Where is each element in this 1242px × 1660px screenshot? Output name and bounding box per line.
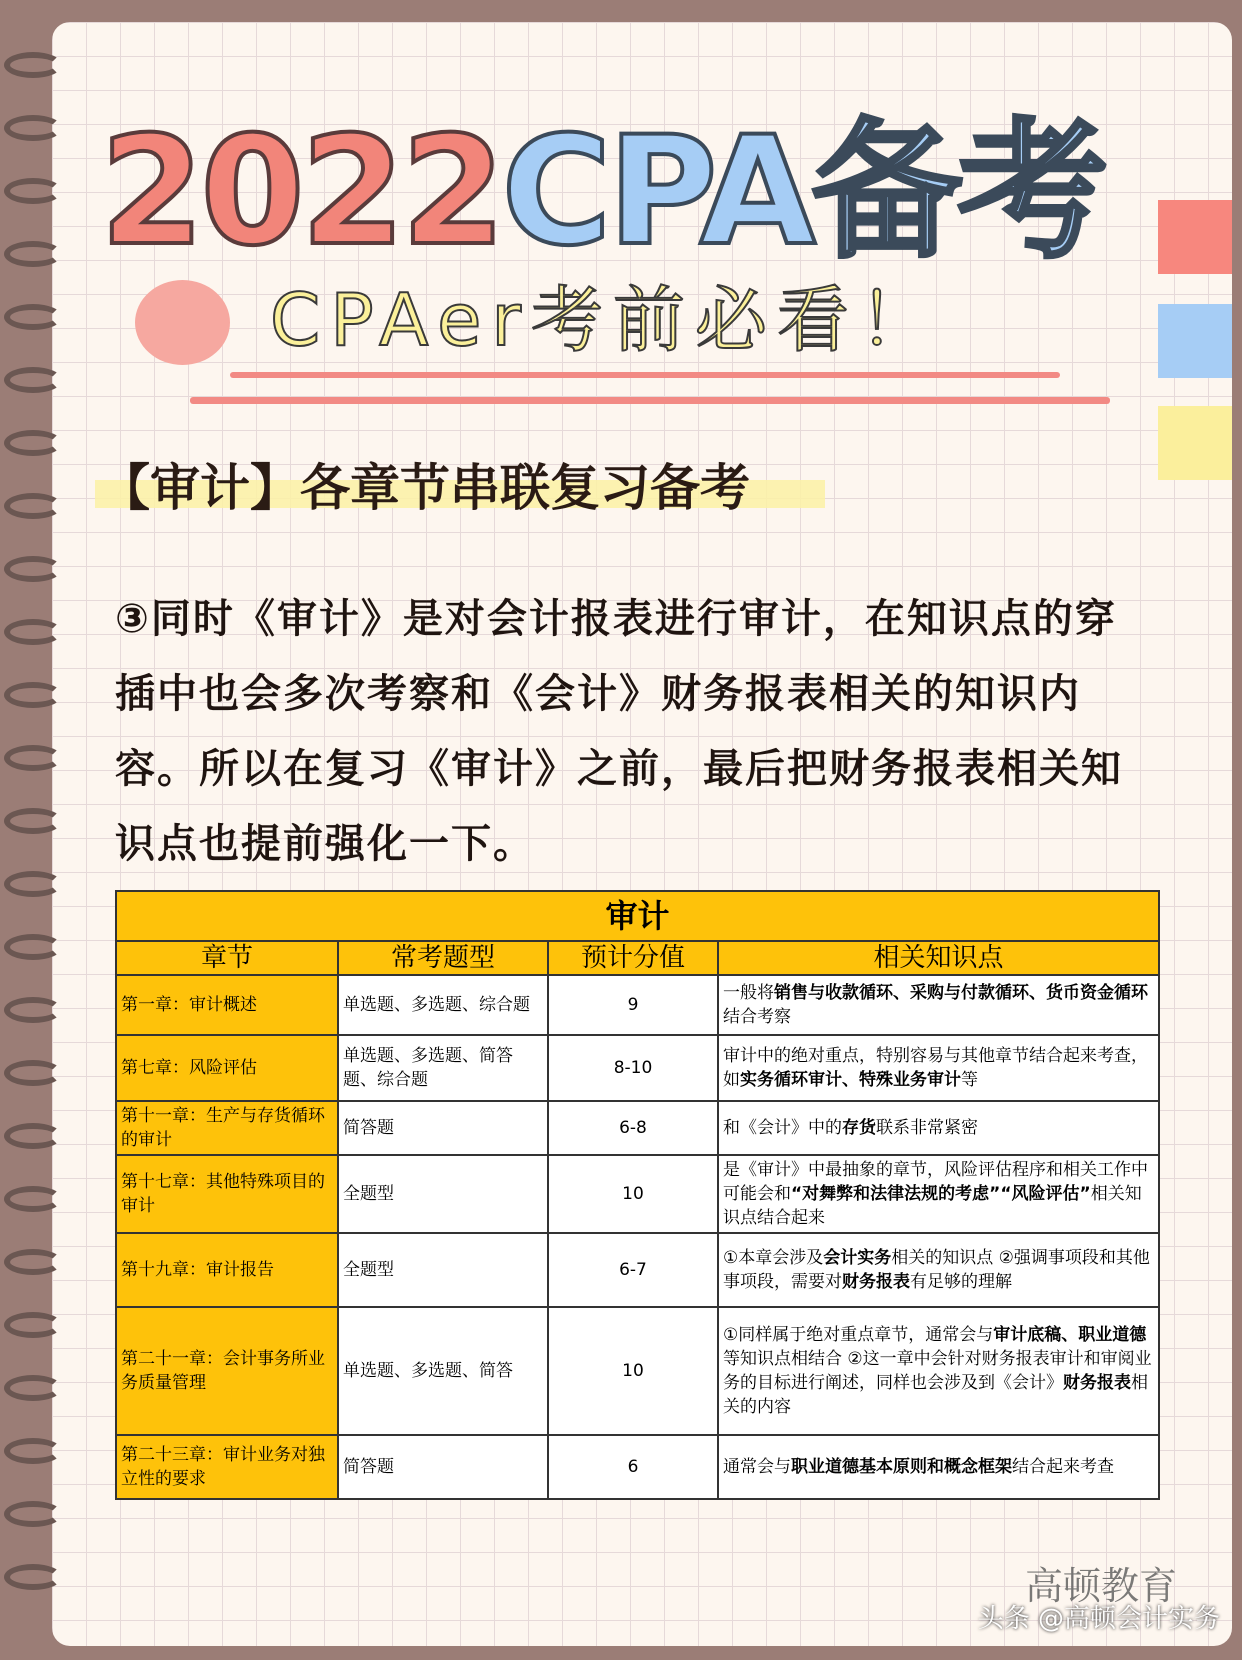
cell-types: 单选题、多选题、简答题、综合题 (338, 1035, 548, 1101)
spiral-ring (4, 997, 62, 1023)
spiral-ring (4, 1564, 62, 1590)
table-caption: 审计 (116, 891, 1159, 941)
spiral-ring (4, 745, 62, 771)
spiral-ring (4, 1186, 62, 1212)
spiral-ring (4, 1312, 62, 1338)
cell-score: 10 (548, 1155, 718, 1233)
cell-chapter: 第一章：审计概述 (116, 975, 338, 1035)
table-row (116, 1101, 1159, 1155)
points-segment: 相关的知识点 ②强调事项段和其他事项段，需要对 (723, 1248, 1150, 1292)
points-segment: 有足够的理解 (910, 1272, 1012, 1292)
cell-types: 简答题 (338, 1101, 548, 1155)
page-title (100, 70, 1104, 286)
points-segment: “对舞弊和法律法规的考虑”“风险评估” (791, 1184, 1091, 1204)
table-row (116, 975, 1159, 1035)
watermark-logo: 高顿教育 (1025, 1564, 1178, 1608)
points-segment: 存货 (842, 1118, 876, 1138)
title-year: 2022 (100, 105, 502, 279)
points-segment: 财务报表 (1063, 1373, 1131, 1393)
cell-points (718, 1101, 1159, 1155)
col-header: 预计分值 (548, 941, 718, 975)
points-segment: 等知识点相结合 ②这一章中会针对财务报表审计和审阅业务的目标进行阐述，同样也会涉及到《会计》 (723, 1349, 1152, 1393)
cell-score: 6-8 (548, 1101, 718, 1155)
points-segment: 是《审计》中最抽象的章节，风险评估程序和相关工作中可能会和 (723, 1160, 1148, 1204)
cell-points (718, 1155, 1159, 1233)
spiral-ring (4, 808, 62, 834)
cell-chapter: 第十一章：生产与存货循环的审计 (116, 1101, 338, 1155)
points-segment: 销售与收款循环、采购与付款循环、货币资金循环 (774, 983, 1148, 1003)
cell-types: 全题型 (338, 1155, 548, 1233)
cell-chapter: 第二十一章：会计事务所业务质量管理 (116, 1307, 338, 1435)
cell-chapter: 第二十三章：审计业务对独立性的要求 (116, 1435, 338, 1499)
spiral-ring (4, 1249, 62, 1275)
cell-points (718, 1307, 1159, 1435)
pink-tab (1158, 200, 1232, 274)
points-segment: 相关的内容 (723, 1373, 1148, 1417)
points-segment: 职业道德基本原则和概念框架 (791, 1457, 1012, 1477)
spiral-ring (4, 871, 62, 897)
col-header: 相关知识点 (718, 941, 1159, 975)
col-header: 常考题型 (338, 941, 548, 975)
points-segment: 实务循环审计、特殊业务审计 (740, 1070, 961, 1090)
table-row (116, 1435, 1159, 1499)
cell-score: 6 (548, 1435, 718, 1499)
points-segment: 结合起来考查 (1012, 1457, 1114, 1477)
cell-types: 简答题 (338, 1435, 548, 1499)
cell-points (718, 1035, 1159, 1101)
spiral-ring (4, 430, 62, 456)
section-heading: 【审计】各章节串联复习备考 (100, 459, 750, 517)
spiral-ring (4, 1501, 62, 1527)
cell-score: 10 (548, 1307, 718, 1435)
spiral-ring (4, 934, 62, 960)
audit-table (115, 890, 1160, 1500)
body-paragraph: ③同时《审计》是对会计报表进行审计，在知识点的穿插中也会多次考察和《会计》财务报表相关的知识内容。所以在复习《审计》之前，最后把财务报表相关知识点也提前强化一下。 (115, 596, 1123, 867)
cell-score: 9 (548, 975, 718, 1035)
table-row (116, 1035, 1159, 1101)
points-segment: 一般将 (723, 983, 774, 1003)
table-row (116, 1307, 1159, 1435)
spiral-ring (4, 367, 62, 393)
table-row (116, 1233, 1159, 1307)
blue-tab (1158, 304, 1232, 378)
points-segment: 通常会与 (723, 1457, 791, 1477)
spiral-ring (4, 556, 62, 582)
bear-sticker-icon (135, 280, 230, 365)
cell-types: 单选题、多选题、简答 (338, 1307, 548, 1435)
cell-points (718, 1435, 1159, 1499)
spiral-ring (4, 682, 62, 708)
spiral-ring (4, 178, 62, 204)
spiral-ring (4, 115, 62, 141)
points-segment: 财务报表 (842, 1272, 910, 1292)
footer-credit: 头条 @高顿会计实务 (977, 1604, 1220, 1634)
table-row (116, 1155, 1159, 1233)
points-segment: ①本章会涉及 (723, 1248, 824, 1268)
points-segment: 等 (961, 1070, 978, 1090)
cell-types: 单选题、多选题、综合题 (338, 975, 548, 1035)
underline (190, 397, 1110, 404)
cell-score: 6-7 (548, 1233, 718, 1307)
spiral-ring (4, 1123, 62, 1149)
spiral-ring (4, 493, 62, 519)
cell-score: 8-10 (548, 1035, 718, 1101)
cell-types: 全题型 (338, 1233, 548, 1307)
points-segment: 审计底稿、职业道德 (993, 1325, 1147, 1345)
cell-points (718, 975, 1159, 1035)
points-segment: 相关知识点结合起来 (723, 1184, 1142, 1228)
title-rest: CPA备考 (501, 105, 1104, 279)
cell-chapter: 第十九章：审计报告 (116, 1233, 338, 1307)
subtitle: CPAer考前必看！ (270, 278, 941, 362)
spiral-ring (4, 241, 62, 267)
spiral-ring (4, 52, 62, 78)
cell-points (718, 1233, 1159, 1307)
points-segment: 会计实务 (823, 1248, 892, 1268)
spiral-ring (4, 1375, 62, 1401)
cell-chapter: 第十七章：其他特殊项目的审计 (116, 1155, 338, 1233)
points-segment: 审计中的绝对重点，特别容易与其他章节结合起来考查，如 (723, 1046, 1148, 1090)
underline (230, 372, 1060, 378)
points-segment: 联系非常紧密 (876, 1118, 978, 1138)
spiral-ring (4, 619, 62, 645)
points-segment: 和《会计》中的 (723, 1118, 842, 1138)
points-segment: 结合考察 (723, 1007, 791, 1027)
col-header: 章节 (116, 941, 338, 975)
yellow-tab (1158, 406, 1232, 480)
cell-chapter: 第七章：风险评估 (116, 1035, 338, 1101)
spiral-ring (4, 1438, 62, 1464)
spiral-ring (4, 1060, 62, 1086)
spiral-ring (4, 304, 62, 330)
points-segment: ①同样属于绝对重点章节，通常会与 (723, 1325, 994, 1345)
